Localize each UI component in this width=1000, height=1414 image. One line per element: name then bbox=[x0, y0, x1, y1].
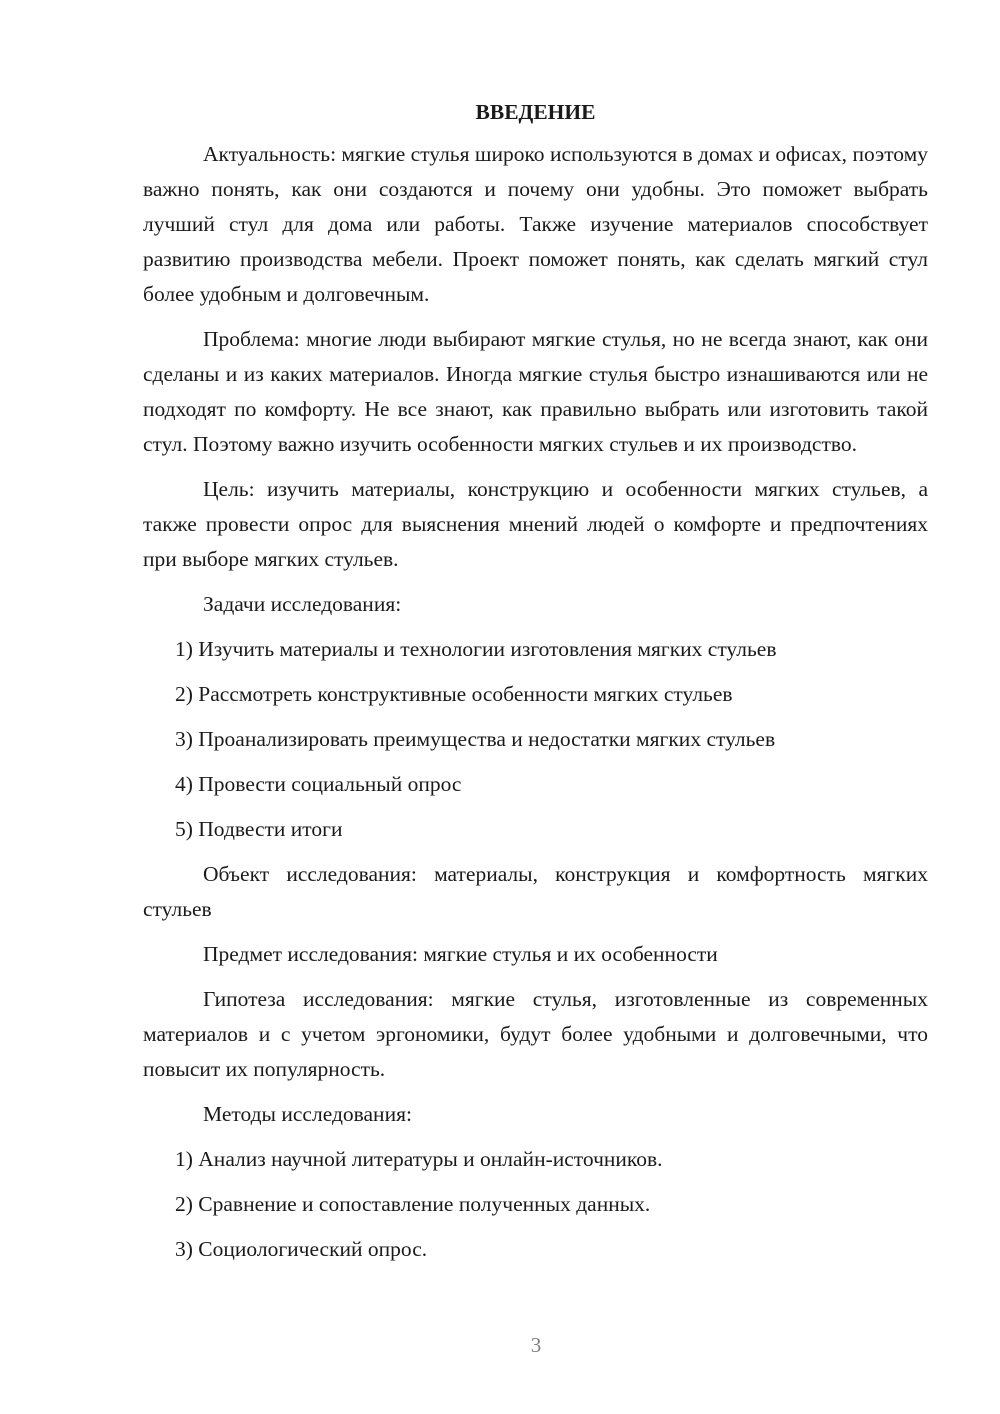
page-content bbox=[143, 95, 928, 1277]
methods-heading: Методы исследования: bbox=[203, 1102, 412, 1126]
object-paragraph: Объект исследования: материалы, конструкция и комфортность мягких стульев bbox=[143, 862, 928, 921]
list-item: 2) Рассмотреть конструктивные особенности мягких стульев bbox=[175, 682, 733, 706]
goal-paragraph: Цель: изучить материалы, конструкцию и особенности мягких стульев, а также провести опрос для выяснения мнений людей о комфорте и предпочтениях при выборе мягких стульев. bbox=[143, 477, 928, 571]
list-item: 4) Провести социальный опрос bbox=[175, 772, 462, 796]
methods-list bbox=[143, 1142, 928, 1267]
tasks-heading: Задачи исследования: bbox=[203, 592, 402, 616]
list-item: 1) Изучить материалы и технологии изготовления мягких стульев bbox=[175, 637, 777, 661]
list-item: 5) Подвести итоги bbox=[175, 817, 343, 841]
list-item: 2) Сравнение и сопоставление полученных данных. bbox=[175, 1192, 651, 1216]
relevance-paragraph: Актуальность: мягкие стулья широко используются в домах и офисах, поэтому важно понять, как они создаются и почему они удобны. Это поможет выбрать лучший стул для дома или работы. Также изучение материалов способствует развитию производства мебели. Проект поможет понять, как сделать мягкий стул более удобным и долговечным. bbox=[143, 142, 928, 306]
list-item: 3) Социологический опрос. bbox=[175, 1237, 428, 1261]
list-item: 1) Анализ научной литературы и онлайн-источников. bbox=[175, 1147, 663, 1171]
problem-paragraph: Проблема: многие люди выбирают мягкие стулья, но не всегда знают, как они сделаны и из каких материалов. Иногда мягкие стулья быстро изнашиваются или не подходят по комфорту. Не все знают, как правильно выбрать или изготовить такой стул. Поэтому важно изучить особенности мягких стульев и их производство. bbox=[143, 327, 928, 456]
page-title: ВВЕДЕНИЕ bbox=[475, 100, 596, 124]
subject-paragraph: Предмет исследования: мягкие стулья и их особенности bbox=[203, 942, 718, 966]
tasks-list bbox=[143, 632, 928, 847]
list-item: 3) Проанализировать преимущества и недостатки мягких стульев bbox=[175, 727, 776, 751]
page-number: 3 bbox=[530, 1333, 542, 1357]
hypothesis-paragraph: Гипотеза исследования: мягкие стулья, изготовленные из современных материалов и с учетом эргономики, будут более удобными и долговечными, что повысит их популярность. bbox=[143, 987, 928, 1081]
